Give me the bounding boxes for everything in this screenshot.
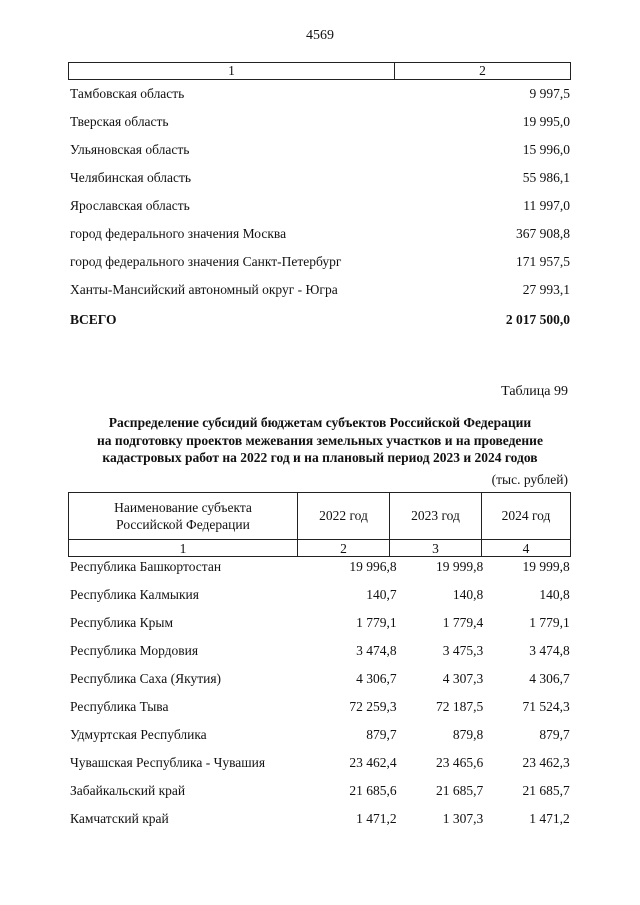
region-name: Республика Башкортостан: [70, 559, 222, 574]
value-2024: 19 999,8: [522, 559, 570, 574]
value-2023: 140,8: [452, 587, 484, 602]
region-name: Челябинская область: [70, 170, 192, 185]
header-number-2: 2: [298, 540, 390, 556]
table-row: [70, 224, 570, 252]
region-value: 19 995,0: [522, 114, 570, 129]
table-row: [70, 808, 570, 836]
value-2023: 19 999,8: [435, 559, 484, 574]
header-number-1: 1: [69, 540, 298, 556]
value-2024: 3 474,8: [529, 643, 570, 658]
units-label: (тыс. рублей): [491, 472, 568, 487]
table-row: [70, 84, 570, 112]
value-2024: 23 462,3: [522, 755, 570, 770]
page-number: 4569: [306, 28, 334, 43]
table-row: [70, 280, 570, 308]
value-2024: 4 306,7: [529, 671, 570, 686]
value-2022: 23 462,4: [349, 755, 397, 770]
header-region-name-line2: Российской Федерации: [116, 517, 250, 532]
region-value: 27 993,1: [522, 282, 570, 297]
table-row: [70, 140, 570, 168]
table-row: [70, 196, 570, 224]
value-2022: 1 779,1: [356, 615, 397, 630]
header-year-2022: 2022 год: [298, 493, 390, 539]
header-region-name-line1: Наименование субъекта: [114, 500, 252, 515]
header-region-name: [69, 493, 298, 539]
value-2024: 1 471,2: [529, 811, 570, 826]
table-title-line: кадастровых работ на 2022 год и на плановый период 2023 и 2024 годов: [102, 450, 538, 465]
table-row: [70, 724, 570, 752]
value-2023: 1 779,4: [442, 615, 484, 630]
header-number-4: 4: [522, 540, 530, 556]
region-value: 9 997,5: [529, 86, 570, 101]
header-number-3: 3: [390, 540, 482, 556]
region-name: Тамбовская область: [70, 86, 185, 101]
value-2023: 21 685,7: [435, 783, 484, 798]
table-body: [70, 556, 570, 836]
value-2023: 23 465,6: [435, 755, 484, 770]
region-name: Удмуртская Республика: [70, 727, 207, 742]
region-name: Республика Мордовия: [70, 643, 199, 658]
region-name: Чувашская Республика - Чувашия: [70, 755, 266, 770]
value-2023: 72 187,5: [435, 699, 484, 714]
value-2022: 21 685,6: [349, 783, 397, 798]
table-row: [70, 556, 570, 584]
table-row: [70, 252, 570, 280]
continuation-table-body: [70, 84, 570, 308]
region-name: Ульяновская область: [70, 142, 190, 157]
value-2022: 19 996,8: [349, 559, 397, 574]
region-name: Республика Калмыкия: [70, 587, 199, 602]
region-value: 15 996,0: [522, 142, 570, 157]
value-2022: 140,7: [366, 587, 397, 602]
column-number-2: 2: [479, 63, 486, 78]
table-row: [70, 752, 570, 780]
region-name: Республика Тыва: [70, 699, 169, 714]
value-2022: 4 306,7: [356, 671, 397, 686]
value-2024: 1 779,1: [529, 615, 570, 630]
value-2023: 1 307,3: [442, 811, 484, 826]
region-name: Тверская область: [70, 114, 169, 129]
value-2022: 72 259,3: [349, 699, 397, 714]
region-value: 367 908,8: [516, 226, 570, 241]
header-year-2024: 2024 год: [501, 508, 551, 523]
column-number-1: 1: [69, 63, 395, 79]
region-name: Забайкальский край: [70, 783, 186, 798]
value-2022: 1 471,2: [356, 811, 397, 826]
value-2024: 140,8: [539, 587, 570, 602]
region-value: 11 997,0: [523, 198, 570, 213]
table-row: [70, 612, 570, 640]
region-name: город федерального значения Санкт-Петербург: [70, 254, 342, 269]
value-2023: 879,8: [452, 727, 484, 742]
value-2024: 879,7: [539, 727, 570, 742]
table-row: [70, 112, 570, 140]
region-name: город федерального значения Москва: [70, 226, 287, 241]
table-title: [60, 414, 580, 467]
value-2023: 3 475,3: [442, 643, 484, 658]
table-row: [70, 696, 570, 724]
region-value: 171 957,5: [516, 254, 570, 269]
value-2022: 3 474,8: [356, 643, 397, 658]
header-year-2023: 2023 год: [390, 493, 482, 539]
region-name: Республика Крым: [70, 615, 174, 630]
table-label: Таблица 99: [501, 384, 568, 399]
value-2023: 4 307,3: [442, 671, 484, 686]
value-2022: 879,7: [366, 727, 397, 742]
region-name: Ханты-Мансийский автономный округ - Югра: [70, 282, 338, 297]
table-row: [70, 668, 570, 696]
total-label: ВСЕГО: [70, 312, 117, 327]
table-row: [70, 584, 570, 612]
table-title-line: Распределение субсидий бюджетам субъектов Российской Федерации: [108, 415, 532, 430]
region-value: 55 986,1: [522, 170, 570, 185]
region-name: Камчатский край: [70, 811, 169, 826]
region-name: Республика Саха (Якутия): [70, 671, 222, 686]
table-header: [68, 492, 571, 557]
total-row: [70, 312, 570, 328]
value-2024: 21 685,7: [522, 783, 570, 798]
total-value: 2 017 500,0: [505, 312, 570, 327]
continuation-table-header: [68, 62, 571, 80]
table-row: [70, 168, 570, 196]
table-title-line: на подготовку проектов межевания земельных участков и на проведение: [97, 432, 543, 448]
table-row: [70, 780, 570, 808]
region-name: Ярославская область: [70, 198, 190, 213]
value-2024: 71 524,3: [522, 699, 570, 714]
table-row: [70, 640, 570, 668]
